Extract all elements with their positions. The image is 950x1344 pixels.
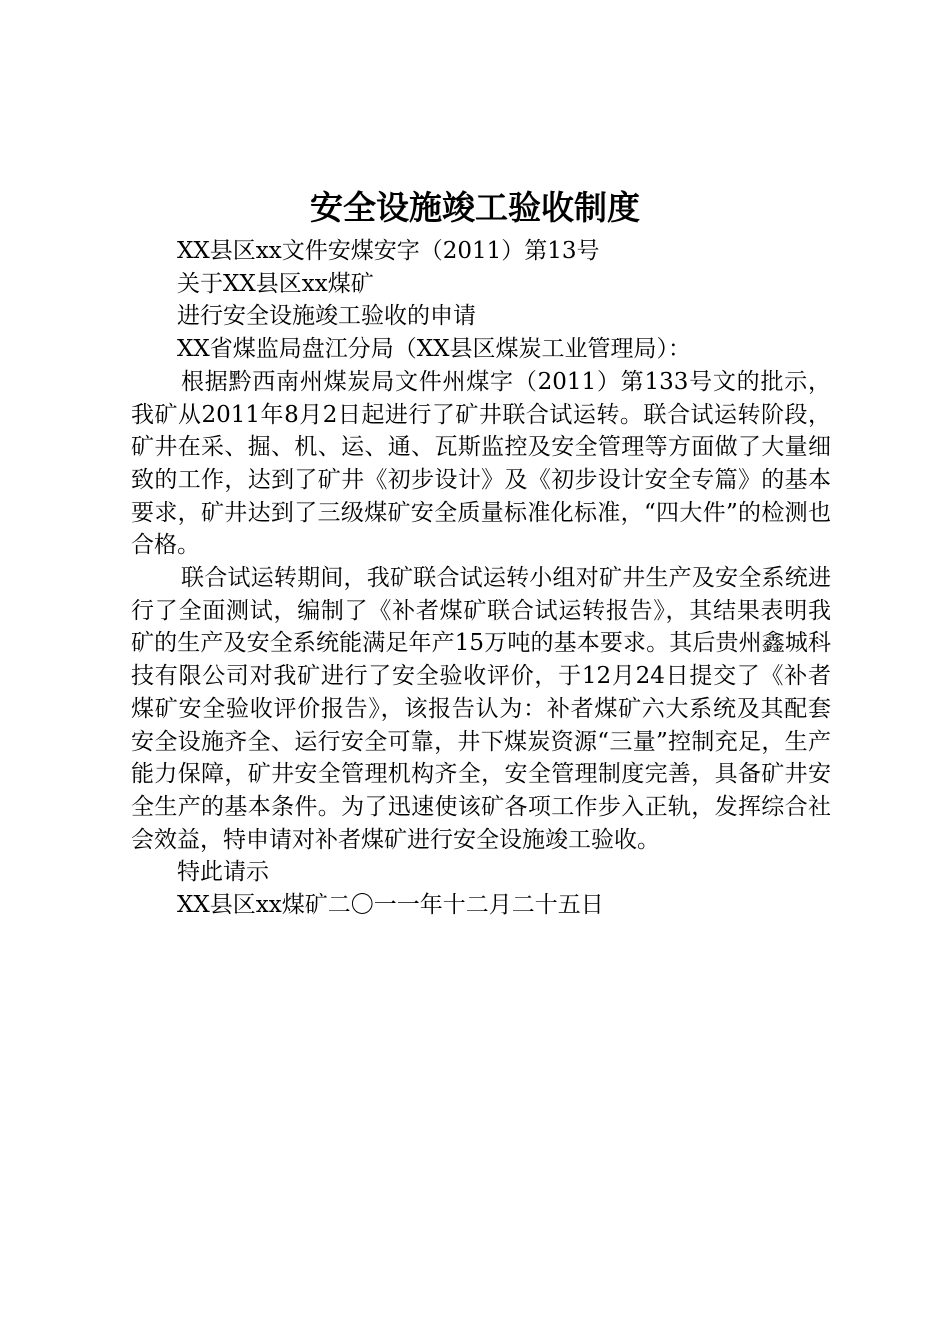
paragraph-2: 联合试运转期间，我矿联合试运转小组对矿井生产及安全系统进行了全面测试，编制了《补者煤矿联合试运转报告》，其结果表明我矿的生产及安全系统能满足年产15万吨的基本要求。其后贵州鑫城科技有限公司对我矿进行了安全验收评价，于12月24日提交了《补者煤矿安全验收评价报告》，该报告认为：补者煤矿六大系统及其配套安全设施齐全、运行安全可靠，井下煤炭资源“三量”控制充足，生产能力保障，矿井安全管理机构齐全，安全管理制度完善，具备矿井安全生产的基本条件。为了迅速使该矿各项工作步入正轨，发挥综合社会效益，特申请对补者煤矿进行安全设施竣工验收。 — [131, 565, 831, 853]
subject-line-2: 进行安全设施竣工验收的申请 — [177, 303, 476, 330]
file-number-line: XX县区xx文件安煤安字（2011）第13号 — [177, 238, 600, 264]
subject-line-1: 关于XX县区xx煤矿 — [177, 270, 374, 297]
closing-line: 特此请示 — [177, 859, 269, 886]
paragraph-1: 根据黔西南州煤炭局文件州煤字（2011）第133号文的批示，我矿从2011年8月2日起进行了矿井联合试运转。联合试运转阶段，矿井在采、掘、机、运、通、瓦斯监控及安全管理等方面做了大量细致的工作，达到了矿井《初步设计》及《初步设计安全专篇》的基本要求，矿井达到了三级煤矿安全质量标准化标准，“四大件”的检测也合格。 — [131, 368, 831, 559]
document-title: 安全设施竣工验收制度 — [310, 188, 640, 227]
signature-line: XX县区xx煤矿二〇一一年十二月二十五日 — [177, 892, 604, 919]
document-body — [131, 235, 831, 922]
recipient-line: XX省煤监局盘江分局（XX县区煤炭工业管理局）： — [177, 336, 691, 363]
